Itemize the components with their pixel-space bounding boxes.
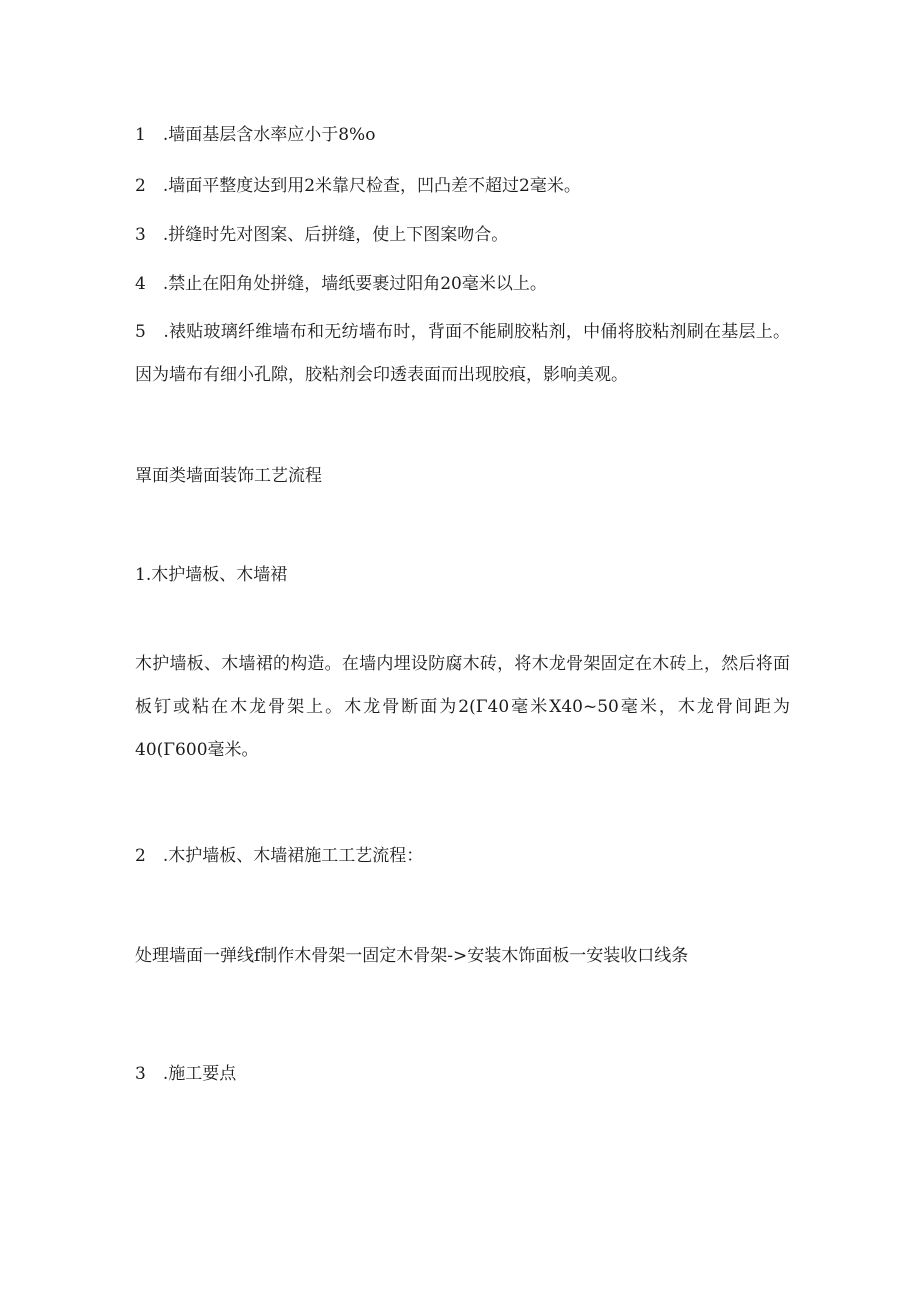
section-title: 罩面类墙面装饰工艺流程 <box>135 466 322 486</box>
requirement-item-5: 5 .裱贴玻璃纤维墙布和无纺墙布时，背面不能刷胶粘剂，中俑将胶粘剂刷在基层上。因为墙布有细小孔隙，胶粘剂会印透表面而出现胶痕，影响美观。 <box>135 322 790 385</box>
requirement-item-4: 4 .禁止在阳角处拼缝，墙纸要裹过阳角20毫米以上。 <box>135 274 547 294</box>
requirement-item-3: 3 .拼缝时先对图案、后拼缝，使上下图案吻合。 <box>135 225 509 245</box>
subsection-2-flow: 处理墙面一弹线f制作木骨架一固定木骨架->安装木饰面板一安装收口线条 <box>135 946 689 966</box>
subsection-2-title: 2 .木护墙板、木墙裙施工工艺流程： <box>135 846 424 866</box>
subsection-1-title: 1.木护墙板、木墙裙 <box>135 565 288 585</box>
subsection-3-title: 3 .施工要点 <box>135 1064 237 1084</box>
requirement-item-1: 1 .墙面基层含水率应小于8%o <box>135 125 376 145</box>
subsection-1-body: 木护墙板、木墙裙的构造。在墙内埋设防腐木砖，将木龙骨架固定在木砖上，然后将面板钉或粘在木龙骨架上。木龙骨断面为2(Γ40毫米X40~50毫米，木龙骨间距为40(Γ600毫米。 <box>135 654 790 760</box>
requirement-item-2: 2 .墙面平整度达到用2米靠尺检查，凹凸差不超过2毫米。 <box>135 176 581 196</box>
